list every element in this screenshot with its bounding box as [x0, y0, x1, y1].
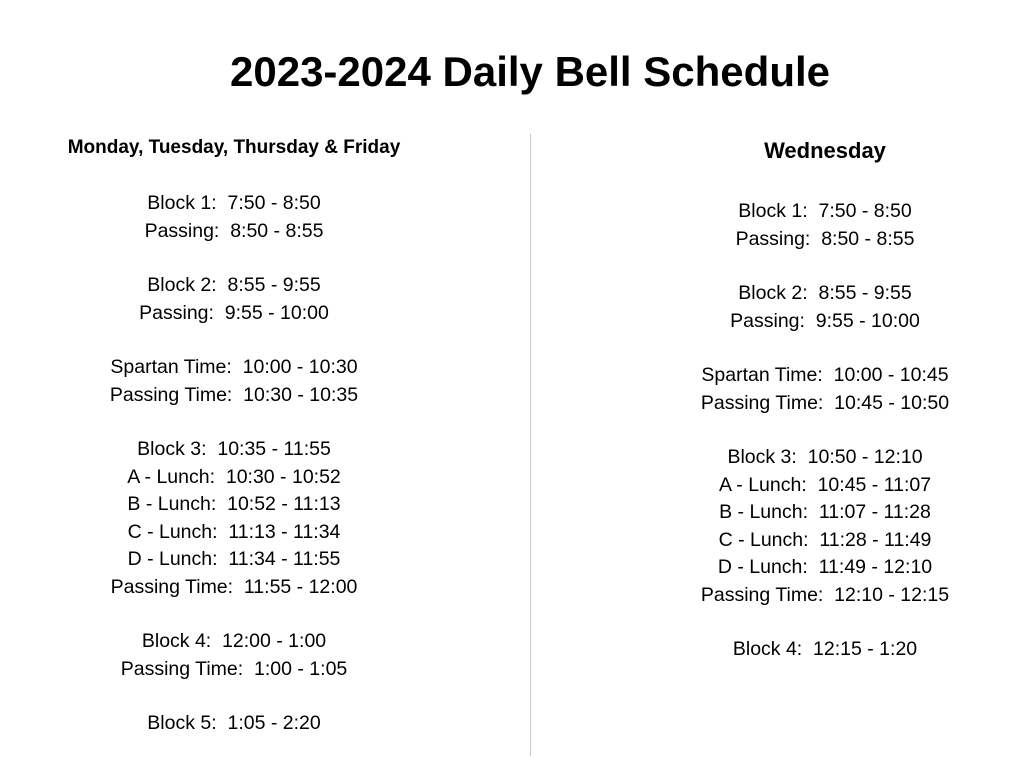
period-groups: [0, 190, 468, 738]
period-line: Passing: 9:55 - 10:00: [730, 309, 920, 332]
period-line: Block 1: 7:50 - 8:50: [738, 200, 912, 222]
column-divider: [530, 134, 531, 756]
period-group: [0, 628, 468, 683]
period-line: Block 5: 1:05 - 2:20: [147, 712, 321, 734]
period-line: C - Lunch: 11:28 - 11:49: [718, 528, 932, 551]
period-line: C - Lunch: 11:13 - 11:34: [127, 520, 341, 543]
schedule-heading: Wednesday: [764, 138, 886, 163]
period-line: Passing Time: 1:00 - 1:05: [120, 657, 348, 680]
period-line: Block 3: 10:35 - 11:55: [137, 438, 331, 460]
period-line: Block 4: 12:00 - 1:00: [141, 630, 327, 652]
period-groups: [624, 198, 1024, 664]
period-line: Passing Time: 10:45 - 10:50: [700, 391, 950, 414]
period-group: [0, 354, 468, 409]
period-group: [624, 198, 1024, 253]
period-group: [0, 190, 468, 245]
period-line: Block 2: 8:55 - 9:55: [147, 274, 321, 296]
period-group: [0, 710, 468, 738]
period-line: Block 3: 10:50 - 12:10: [727, 446, 923, 468]
period-group: [624, 636, 1024, 664]
period-group: [624, 280, 1024, 335]
period-line: Passing: 9:55 - 10:00: [139, 301, 329, 324]
schedule-column-mon-tue-thu-fri: [0, 136, 468, 765]
period-line: Passing: 8:50 - 8:55: [144, 219, 324, 242]
period-group: [624, 444, 1024, 609]
period-group: [624, 362, 1024, 417]
schedule-column-wednesday: [624, 138, 1024, 691]
period-group: [0, 436, 468, 601]
period-line: D - Lunch: 11:34 - 11:55: [127, 548, 341, 570]
period-line: Passing Time: 12:10 - 12:15: [700, 583, 950, 606]
period-line: Spartan Time: 10:00 - 10:45: [701, 364, 949, 386]
period-line: Block 4: 12:15 - 1:20: [732, 638, 918, 660]
period-line: Passing Time: 10:30 - 10:35: [109, 383, 359, 406]
period-line: Spartan Time: 10:00 - 10:30: [110, 356, 358, 378]
period-line: A - Lunch: 10:30 - 10:52: [127, 465, 341, 488]
period-line: B - Lunch: 10:52 - 11:13: [127, 493, 341, 515]
page-title: 2023-2024 Daily Bell Schedule: [230, 48, 830, 95]
period-line: Passing Time: 11:55 - 12:00: [110, 575, 358, 598]
period-line: B - Lunch: 11:07 - 11:28: [719, 501, 931, 523]
period-group: [0, 272, 468, 327]
period-line: Block 2: 8:55 - 9:55: [738, 282, 912, 304]
period-line: D - Lunch: 11:49 - 12:10: [717, 556, 933, 578]
period-line: Block 1: 7:50 - 8:50: [147, 192, 321, 214]
schedule-heading: Monday, Tuesday, Thursday & Friday: [67, 137, 401, 158]
period-line: A - Lunch: 10:45 - 11:07: [718, 473, 932, 496]
period-line: Passing: 8:50 - 8:55: [735, 227, 915, 250]
